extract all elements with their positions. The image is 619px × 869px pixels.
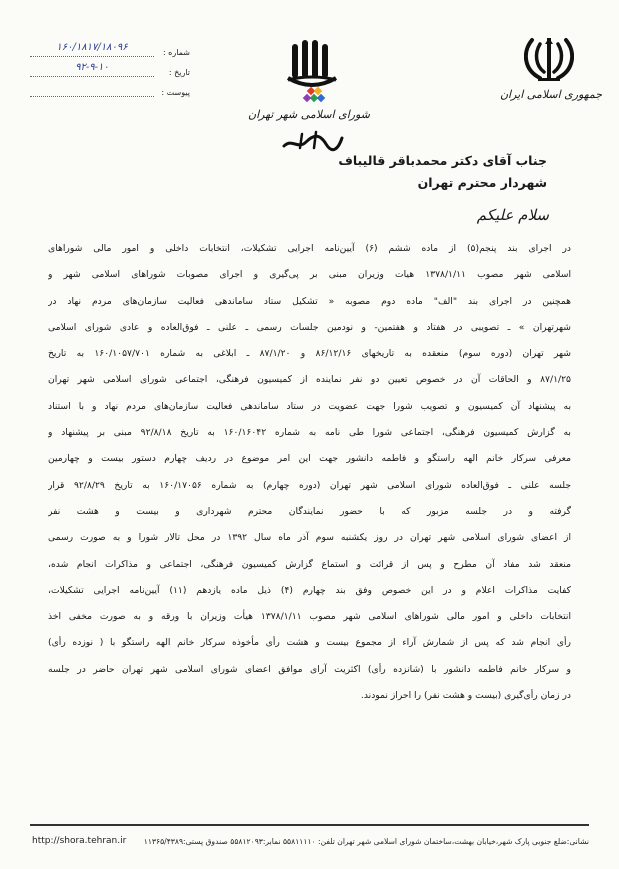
body-line: شهر تهران (دوره سوم) منعقده به تاریخهای ۸۶/۱۲/۱۶ و ۸۷/۱/۲۰ ـ ابلاغی به شماره ۱۶۰/۱۰۵۷/۷۰۱ به تاریخ [48, 348, 571, 360]
body-line: و سرکار خانم فاطمه دانشور با (شانزده رأی) اکثریت آرای موافق اعضای شورای اسلامی شهر تهران حاضر در جلسه [48, 663, 571, 675]
body-line: در زمان رأی‌گیری (بیست و هشت نفر) را احراز نمودند. [360, 690, 571, 702]
footer-url-link[interactable]: http://shora.tehran.ir [32, 836, 127, 846]
body-line: معرفی سرکار خانم الهه راستگو و فاطمه دانشور جهت این امر موضوع در ردیف چهارم دستور بیست و چهارمین [48, 453, 571, 465]
footer-address: نشانی:ضلع جنوبی پارک شهر،خیابان بهشت،ساختمان شورای اسلامی شهر تهران تلفن: ۵۵۸۱۱۱۱۰ نمابر:۵۵۸۱۲۰۹۳ صندوق پستی:۱۱۳۶۵/۴۳۸۹ [143, 837, 589, 846]
council-logo-icon [282, 36, 342, 108]
council-calligraphy-icon [280, 128, 346, 154]
attachment-value [30, 82, 154, 97]
meta-attachment-row [30, 80, 190, 97]
body-line: به گزارش کمیسیون فرهنگی، اجتماعی شورا طی نامه به شماره ۱۶۰/۱۶۰۴۲ به تاریخ ۹۲/۸/۱۸ مبنی بر پیشنهاد و [48, 427, 571, 439]
body-line: جلسه علنی ـ فوق‌العاده شورای اسلامی شهر تهران (دوره چهارم) به شماره ۱۶۰/۱۷۰۵۶ به تاریخ ۹۲/۸/۲۹ قرار [48, 479, 571, 491]
salutation: سلام علیکم [476, 206, 549, 224]
body-line: رأی انجام شد که پس از شمارش آراء از مجموع بیست و هشت رأی مأخوذه سرکار خانم الهه راستگو با ( نوزده رأی) [48, 637, 571, 649]
addressee [338, 150, 547, 194]
letter-meta [30, 40, 190, 100]
body-line: از اعضای شورای اسلامی شهر تهران در روز یکشنبه سوم آذر ماه سال ۱۳۹۲ در محل تالار شورا و به صورت رسمی [48, 532, 571, 544]
attachment-label: پیوست : [161, 88, 190, 97]
body-line: شهرتهران » ـ تصویبی در هفتاد و هفتمین- و نودمین جلسات رسمی ـ علنی ـ فوق‌العاده و عادی شورای اسلامی [48, 321, 571, 333]
body-line: در اجرای بند پنجم(۵) از ماده ششم (۶) آیین‌نامه اجرایی تشکیلات، انتخابات داخلی و امور مالی شوراهای [48, 243, 571, 254]
body-line: کفایت مذاکرات اعلام و در این خصوص وفق بند چهارم (۴) ذیل ماده یازدهم (۱۱) آیین‌نامه اجرایی تشکیلات، [48, 584, 571, 596]
body-line: اسلامی شهر مصوب ۱۳۷۸/۱/۱۱ هیات وزیران مبنی بر پی‌گیری و اجرای مصوبات شوراهای اسلامی شهر و [48, 269, 571, 281]
council-caption: شورای اسلامی شهر تهران [248, 108, 370, 121]
number-value: ۱۶۰/۱۸۱۷/۱۸۰۹۶ [30, 42, 154, 57]
body-line: به پیشنهاد آن کمیسیون و تصویب شورا جهت عضویت در ستاد ساماندهی فعالیت سازمان‌های مردم نهاد و با استناد [48, 400, 571, 412]
date-label: تاریخ : [168, 68, 190, 77]
date-value: ۹۲-۹-۱۰ [30, 62, 154, 77]
body-line: منعقد شد مفاد آن مطرح و پس از قرائت و استماع گزارش کمیسیون فرهنگی، اجتماعی و مذاکرات انجام شده، [48, 558, 571, 570]
meta-number-row [30, 40, 190, 57]
emblem-caption: جمهوری اسلامی ایران [499, 88, 603, 101]
meta-date-row [30, 60, 190, 77]
body-line: انتخابات داخلی و امور مالی شوراهای اسلامی شهر مصوب ۱۳۷۸/۱/۱۱ هیأت وزیران با ورقه و به صورت مخفی اخذ [48, 611, 571, 623]
number-label: شماره : [162, 48, 190, 57]
iran-emblem-icon [524, 36, 574, 82]
body-line: گرفته و در جلسه مزبور که با حضور نمایندگان محترم شهرداری و بیست و هشت نفر [48, 505, 571, 517]
body-line: ۸۷/۱/۲۵ و الحاقات آن در خصوص تعیین دو نفر نماینده از کمیسیون فرهنگی، اجتماعی شورای اسلامی شهر تهران [48, 374, 571, 386]
body-line: همچنین در اجرای بند "الف" ماده دوم مصوبه « تشکیل ستاد ساماندهی فعالیت سازمان‌های مردم نهاد در [48, 295, 571, 307]
footer-divider [30, 824, 589, 826]
addressee-title: شهردار محترم تهران [417, 175, 547, 190]
letter-body [48, 236, 571, 709]
addressee-name: جناب آقای دکتر محمدباقر قالیباف [338, 153, 547, 168]
